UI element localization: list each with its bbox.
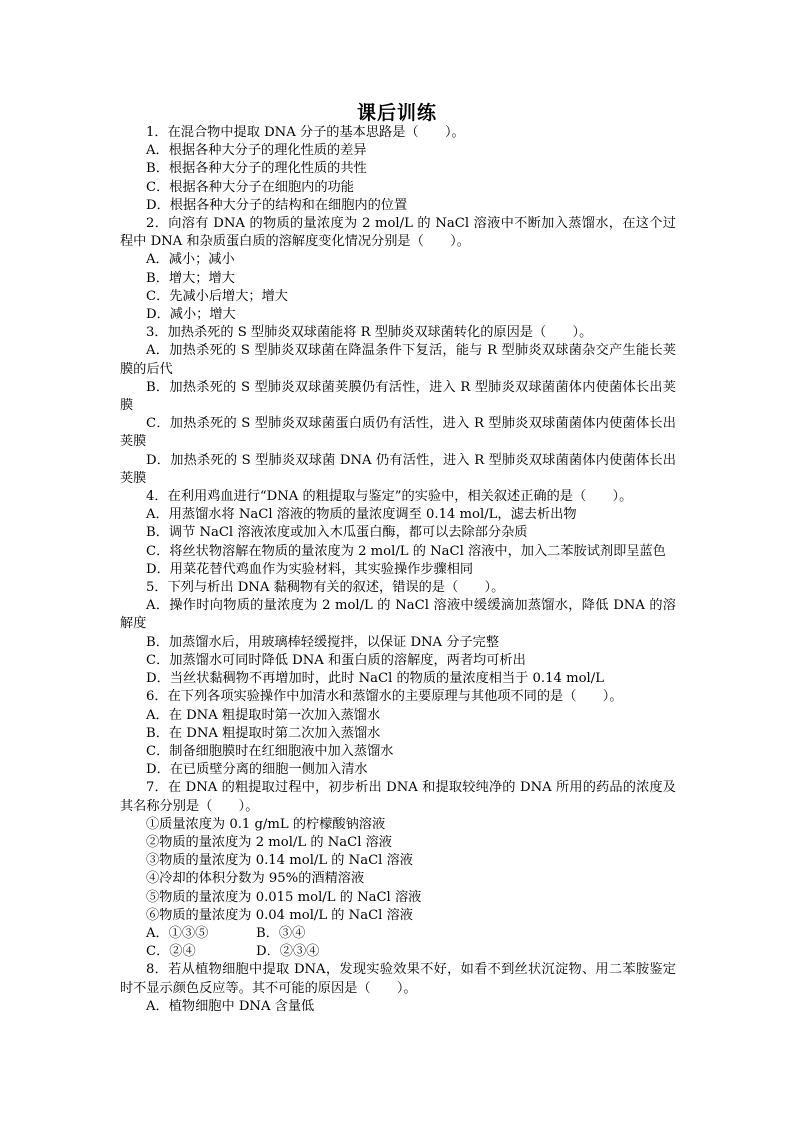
question-2-option-b: B．增大；增大 — [146, 270, 235, 286]
question-1-option-b: B．根据各种大分子的理化性质的共性 — [146, 161, 367, 177]
question-2-stem: 2．向溶有 DNA 的物质的量浓度为 2 mol/L 的 NaCl 溶液中不断加入蒸馏水，在这个过程中 DNA 和杂质蛋白质的溶解度变化情况分别是（ ）。 — [120, 216, 676, 250]
question-6-option-c: C．制备细胞膜时在红细胞液中加入蒸馏水 — [146, 743, 394, 759]
question-2-option-c: C．先减小后增大；增大 — [146, 288, 288, 304]
question-8-stem: 8．若从植物细胞中提取 DNA，发现实验效果不好，如看不到丝状沉淀物、用二苯胺鉴定时不显示颜色反应等。其不可能的原因是（ ）。 — [120, 962, 676, 996]
question-1-option-d: D．根据各种大分子的结构和在细胞内的位置 — [146, 197, 408, 213]
question-3-option-d: D．加热杀死的 S 型肺炎双球菌 DNA 仍有活性，进入 R 型肺炎双球菌菌体内使菌体长出荚膜 — [120, 452, 676, 486]
question-5-stem: 5．下列与析出 DNA 黏稠物有关的叙述，错误的是（ ）。 — [146, 580, 505, 596]
question-7-item-5: ⑤物质的量浓度为 0.015 mol/L 的 NaCl 溶液 — [146, 889, 422, 905]
question-6-stem: 6．在下列各项实验操作中加清水和蒸馏水的主要原理与其他项不同的是（ ）。 — [146, 689, 623, 705]
question-5-option-c: C．加蒸馏水可同时降低 DNA 和蛋白质的溶解度，两者均可析出 — [146, 652, 526, 668]
question-7-choice-b: B．③④ — [256, 925, 306, 941]
question-6-option-a: A．在 DNA 粗提取时第一次加入蒸馏水 — [146, 707, 381, 723]
question-5-option-d: D．当丝状黏稠物不再增加时，此时 NaCl 的物质的量浓度相当于 0.14 mol/L — [146, 671, 604, 687]
question-1-option-c: C．根据各种大分子在细胞内的功能 — [146, 179, 354, 195]
question-7-choices-row-2 — [120, 943, 676, 961]
question-7-item-6: ⑥物质的量浓度为 0.04 mol/L 的 NaCl 溶液 — [146, 907, 413, 923]
question-2-option-d: D．减小；增大 — [146, 307, 236, 323]
question-7-item-1: ①质量浓度为 0.1 g/mL 的柠檬酸钠溶液 — [146, 816, 386, 832]
question-list — [120, 124, 676, 1016]
question-3-stem: 3．加热杀死的 S 型肺炎双球菌能将 R 型肺炎双球菌转化的原因是（ ）。 — [146, 325, 593, 341]
question-7-item-4: ④冷却的体积分数为 95%的酒精溶液 — [146, 871, 365, 887]
page-title: 课后训练 — [356, 102, 437, 124]
question-7-choices-row-1 — [120, 925, 676, 943]
question-5-option-b: B．加蒸馏水后，用玻璃棒轻缓搅拌，以保证 DNA 分子完整 — [146, 634, 500, 650]
question-7-choice-a: A．①③⑤ — [146, 925, 209, 941]
question-4-option-b: B．调节 NaCl 溶液浓度或加入木瓜蛋白酶，都可以去除部分杂质 — [146, 525, 528, 541]
question-2-option-a: A．减小；减小 — [146, 252, 235, 268]
question-4-option-d: D．用菜花替代鸡血作为实验材料，其实验操作步骤相同 — [146, 561, 474, 577]
question-7-item-2: ②物质的量浓度为 2 mol/L 的 NaCl 溶液 — [146, 834, 392, 850]
question-6-option-d: D．在已质壁分离的细胞一侧加入清水 — [146, 762, 368, 778]
question-7-item-3: ③物质的量浓度为 0.14 mol/L 的 NaCl 溶液 — [146, 853, 413, 869]
question-3-option-b: B．加热杀死的 S 型肺炎双球菌荚膜仍有活性，进入 R 型肺炎双球菌菌体内使菌体长出荚膜 — [120, 379, 676, 414]
question-3-option-a: A．加热杀死的 S 型肺炎双球菌在降温条件下复活，能与 R 型肺炎双球菌杂交产生能长荚膜的后代 — [120, 343, 676, 377]
question-3-option-c: C．加热杀死的 S 型肺炎双球菌蛋白质仍有活性，进入 R 型肺炎双球菌菌体内使菌体长出荚膜 — [120, 416, 676, 450]
question-4-option-a: A．用蒸馏水将 NaCl 溶液的物质的量浓度调至 0.14 mol/L，滤去析出物 — [146, 507, 577, 523]
question-7-stem: 7．在 DNA 的粗提取过程中，初步析出 DNA 和提取较纯净的 DNA 所用的药品的浓度及其名称分别是（ ）。 — [120, 780, 676, 814]
question-8-option-a: A．植物细胞中 DNA 含量低 — [146, 998, 315, 1014]
question-1-option-a: A．根据各种大分子的理化性质的差异 — [146, 143, 367, 159]
question-6-option-b: B．在 DNA 粗提取时第二次加入蒸馏水 — [146, 725, 381, 741]
question-7-choice-c: C．②④ — [146, 944, 196, 960]
question-4-stem: 4．在利用鸡血进行“DNA 的粗提取与鉴定”的实验中，相关叙述正确的是（ ）。 — [146, 489, 633, 505]
question-1-stem: 1．在混合物中提取 DNA 分子的基本思路是（ ）。 — [146, 125, 465, 140]
question-5-option-a: A．操作时向物质的量浓度为 2 mol/L 的 NaCl 溶液中缓缓滴加蒸馏水，降低 DNA 的溶解度 — [120, 598, 676, 632]
question-7-choice-d: D．②③④ — [256, 944, 320, 960]
question-4-option-c: C．将丝状物溶解在物质的量浓度为 2 mol/L 的 NaCl 溶液中，加入二苯胺试剂即呈蓝色 — [146, 543, 666, 559]
